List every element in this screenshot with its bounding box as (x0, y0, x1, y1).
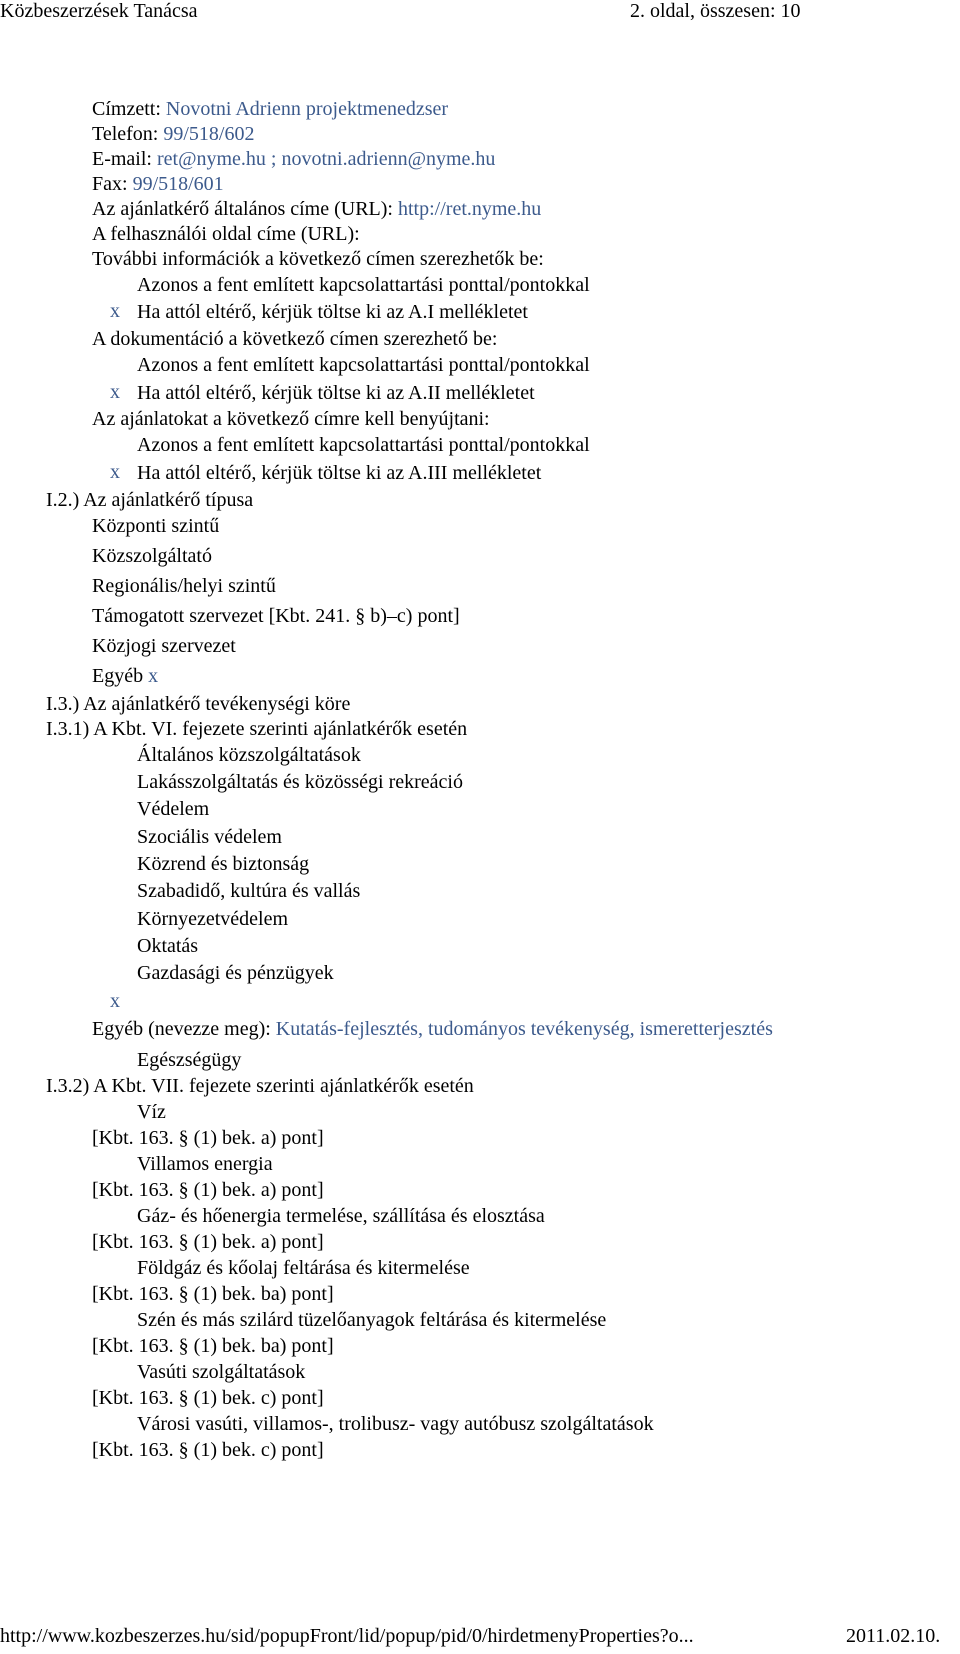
further-info-heading: További információk a következő címen szerezhetők be: (92, 248, 544, 270)
documentation-heading: A dokumentáció a következő címen szerezhető be: (92, 328, 498, 350)
url-line: Az ajánlatkérő általános címe (URL): http://ret.nyme.hu (92, 198, 542, 220)
activity-option: Védelem (137, 798, 210, 820)
checkmark-x: x (148, 665, 159, 687)
sector-reference: [Kbt. 163. § (1) bek. c) pont] (92, 1439, 324, 1461)
section-i2-title: I.2.) Az ajánlatkérő típusa (46, 489, 254, 511)
header-page-indicator: 2. oldal, összesen: 10 (630, 0, 801, 22)
phone-line: Telefon: 99/518/602 (92, 123, 255, 145)
sector-name: Gáz- és hőenergia termelése, szállítása és elosztása (137, 1205, 545, 1227)
activity-other-value: Kutatás-fejlesztés, tudományos tevékenység, ismeretterjesztés (275, 1018, 773, 1040)
fax-line: Fax: 99/518/601 (92, 173, 224, 195)
submission-heading: Az ajánlatokat a következő címre kell benyújtani: (92, 408, 490, 430)
activity-option: Lakásszolgáltatás és közösségi rekreáció (137, 771, 463, 793)
sector-name: Villamos energia (137, 1153, 273, 1175)
section-i31-title: I.3.1) A Kbt. VI. fejezete szerinti ajánlatkérők esetén (46, 718, 468, 740)
section-i3-title: I.3.) Az ajánlatkérő tevékenységi köre (46, 693, 351, 715)
type-option: Központi szintű (92, 515, 220, 537)
checkmark-x: x (110, 381, 120, 403)
sector-reference: [Kbt. 163. § (1) bek. c) pont] (92, 1387, 324, 1409)
email-line: E-mail: ret@nyme.hu ; novotni.adrienn@nyme.hu (92, 148, 496, 170)
sector-name: Földgáz és kőolaj feltárása és kitermelése (137, 1257, 470, 1279)
sector-reference: [Kbt. 163. § (1) bek. a) pont] (92, 1179, 324, 1201)
activity-option: Gazdasági és pénzügyek (137, 962, 334, 984)
sector-reference: [Kbt. 163. § (1) bek. a) pont] (92, 1127, 324, 1149)
phone-value: 99/518/602 (163, 123, 255, 145)
sector-name: Városi vasúti, villamos-, trolibusz- vagy autóbusz szolgáltatások (137, 1413, 654, 1435)
recipient-line: Címzett: Novotni Adrienn projektmenedzser (92, 98, 449, 120)
footer-url[interactable]: http://www.kozbeszerzes.hu/sid/popupFront/lid/popup/pid/0/hirdetmenyProperties?o... (0, 1625, 694, 1647)
activity-option: Oktatás (137, 935, 199, 957)
header-site-title: Közbeszerzések Tanácsa (0, 0, 198, 22)
activity-option: Szociális védelem (137, 826, 282, 848)
email-value[interactable]: ret@nyme.hu ; novotni.adrienn@nyme.hu (156, 148, 496, 170)
same-contact-option-2: Azonos a fent említett kapcsolattartási ponttal/pontokkal (137, 354, 590, 376)
sector-reference: [Kbt. 163. § (1) bek. ba) pont] (92, 1335, 334, 1357)
sector-reference: [Kbt. 163. § (1) bek. ba) pont] (92, 1283, 334, 1305)
sector-name: Szén és más szilárd tüzelőanyagok feltárása és kitermelése (137, 1309, 607, 1331)
type-option: Közjogi szervezet (92, 635, 236, 657)
activity-option: Szabadidő, kultúra és vallás (137, 880, 361, 902)
activity-option-health: Egészségügy (137, 1049, 242, 1071)
checkmark-x: x (110, 990, 120, 1012)
footer-date: 2011.02.10. (846, 1625, 941, 1647)
same-contact-option-3: Azonos a fent említett kapcsolattartási ponttal/pontokkal (137, 434, 590, 456)
url-link[interactable]: http://ret.nyme.hu (398, 198, 542, 220)
sector-name: Víz (137, 1101, 166, 1123)
sector-name: Vasúti szolgáltatások (137, 1361, 306, 1383)
fax-value: 99/518/601 (132, 173, 224, 195)
type-option: Támogatott szervezet [Kbt. 241. § b)–c) pont] (92, 605, 460, 627)
user-url-label: A felhasználói oldal címe (URL): (92, 223, 360, 245)
section-i32-title: I.3.2) A Kbt. VII. fejezete szerinti ajánlatkérők esetén (46, 1075, 474, 1097)
checkmark-x: x (110, 300, 120, 322)
sector-reference: [Kbt. 163. § (1) bek. a) pont] (92, 1231, 324, 1253)
different-contact-option-2: Ha attól eltérő, kérjük töltse ki az A.II mellékletet (137, 382, 535, 404)
same-contact-option-1: Azonos a fent említett kapcsolattartási ponttal/pontokkal (137, 274, 590, 296)
type-option: Regionális/helyi szintű (92, 575, 276, 597)
recipient-value: Novotni Adrienn projektmenedzser (165, 98, 449, 120)
activity-option: Általános közszolgáltatások (137, 744, 361, 766)
activity-other-line: Egyéb (nevezze meg): Kutatás-fejlesztés, tudományos tevékenység, ismeretterjesztés (92, 1018, 773, 1040)
activity-option: Közrend és biztonság (137, 853, 310, 875)
checkmark-x: x (110, 461, 120, 483)
type-option-other: Egyéb x (92, 665, 159, 687)
different-contact-option-1: Ha attól eltérő, kérjük töltse ki az A.I mellékletet (137, 301, 528, 323)
different-contact-option-3: Ha attól eltérő, kérjük töltse ki az A.III mellékletet (137, 462, 542, 484)
activity-option: Környezetvédelem (137, 908, 289, 930)
type-option: Közszolgáltató (92, 545, 212, 567)
